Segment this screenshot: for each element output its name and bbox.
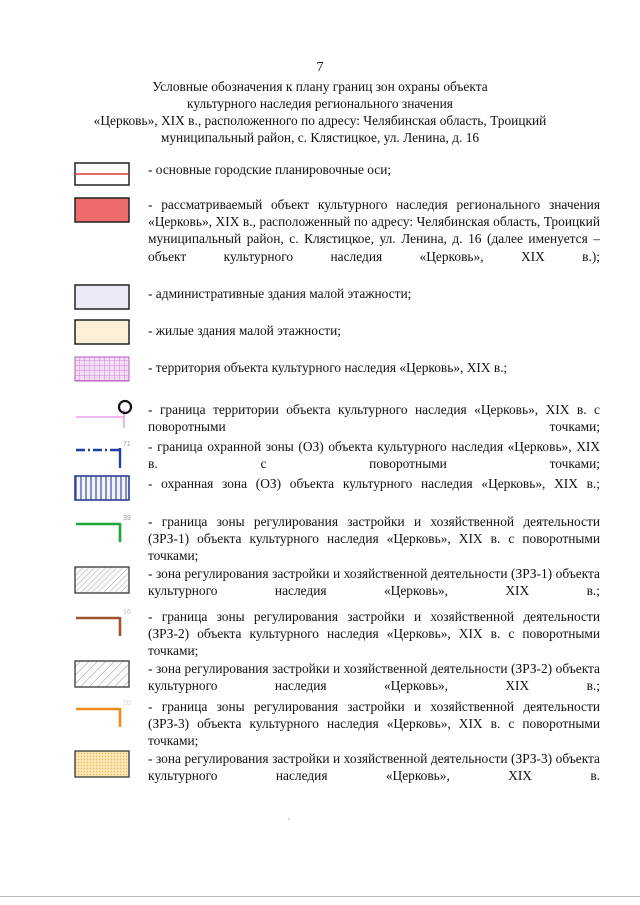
legend-text: - граница зоны регулирования застройки и хозяйственной деятельности (ЗРЗ-1) объекта культурного наследия «Церковь», XIX в. с поворотными точками; xyxy=(148,514,600,564)
protection-zone-symbol xyxy=(74,474,130,502)
legend-text: - административные здания малой этажности; xyxy=(148,286,412,301)
zrz1-boundary-symbol xyxy=(74,512,130,544)
protection-zone-boundary-symbol xyxy=(74,436,130,468)
legend-text: - граница зоны регулирования застройки и хозяйственной деятельности (ЗРЗ-2) объекта культурного наследия «Церковь», XIX в. с поворотными точками; xyxy=(148,609,600,659)
point-label: 16 xyxy=(123,609,131,616)
zrz3-zone-symbol xyxy=(74,749,130,779)
legend-text: - зона регулирования застройки и хозяйственной деятельности (ЗРЗ-3) объекта культурного наследия «Церковь», XIX в. xyxy=(148,751,600,784)
title-line: муниципальный район, с. Клястицкое, ул. Ленина, д. 16 xyxy=(160,130,480,145)
heritage-object-symbol xyxy=(74,196,130,224)
point-label: 20 xyxy=(123,700,131,707)
legend-text: - жилые здания малой этажности; xyxy=(148,323,342,338)
residential-buildings-symbol xyxy=(74,318,130,346)
title-line: Условные обозначения к плану границ зон охраны объекта xyxy=(152,79,488,94)
title-line: культурного наследия регионального значения xyxy=(187,96,453,111)
page-number: 7 xyxy=(316,60,324,75)
legend-text: - граница территории объекта культурного наследия «Церковь», XIX в. с поворотными точками; xyxy=(148,402,600,435)
heritage-territory-symbol xyxy=(74,355,130,383)
legend-text: - зона регулирования застройки и хозяйственной деятельности (ЗРЗ-1) объекта культурного наследия «Церковь», XIX в.; xyxy=(148,566,600,599)
point-label: 71 xyxy=(123,441,131,448)
legend-text: - основные городские планировочные оси; xyxy=(148,162,392,177)
zrz3-boundary-symbol xyxy=(74,697,130,729)
zrz2-boundary-symbol xyxy=(74,606,130,638)
scan-speck xyxy=(288,818,290,820)
point-label: 39 xyxy=(123,515,131,522)
zrz2-zone-symbol xyxy=(74,659,130,689)
administrative-buildings-symbol xyxy=(74,283,130,311)
legend-text: - охранная зона (ОЗ) объекта культурного наследия «Церковь», XIX в.; xyxy=(148,476,600,491)
planning-axis-symbol xyxy=(74,160,130,188)
document-title xyxy=(60,78,580,146)
legend-text: - рассматриваемый объект культурного наследия регионального значения «Церковь», XIX в., расположенный по адресу: Челябинская область, Троицкий муниципальный район, с. Клястицкое, ул. Ленина, д. 16 (далее именуется – объект культурного наследия «Церковь», XIX в.); xyxy=(148,197,600,264)
legend-text: - территория объекта культурного наследия «Церковь», XIX в.; xyxy=(148,360,508,375)
legend-text: - зона регулирования застройки и хозяйственной деятельности (ЗРЗ-2) объекта культурного наследия «Церковь», XIX в.; xyxy=(148,661,600,694)
title-line: «Церковь», XIX в., расположенного по адресу: Челябинская область, Троицкий xyxy=(93,113,547,128)
legend-text: - граница охранной зоны (ОЗ) объекта культурного наследия «Церковь», XIX в. с поворотными точками; xyxy=(148,439,600,472)
zrz1-zone-symbol xyxy=(74,565,130,595)
page-edge xyxy=(0,896,640,897)
territory-boundary-symbol xyxy=(74,396,130,428)
legend-text: - граница зоны регулирования застройки и хозяйственной деятельности (ЗРЗ-3) объекта культурного наследия «Церковь», XIX в. с поворотными точками; xyxy=(148,699,600,749)
